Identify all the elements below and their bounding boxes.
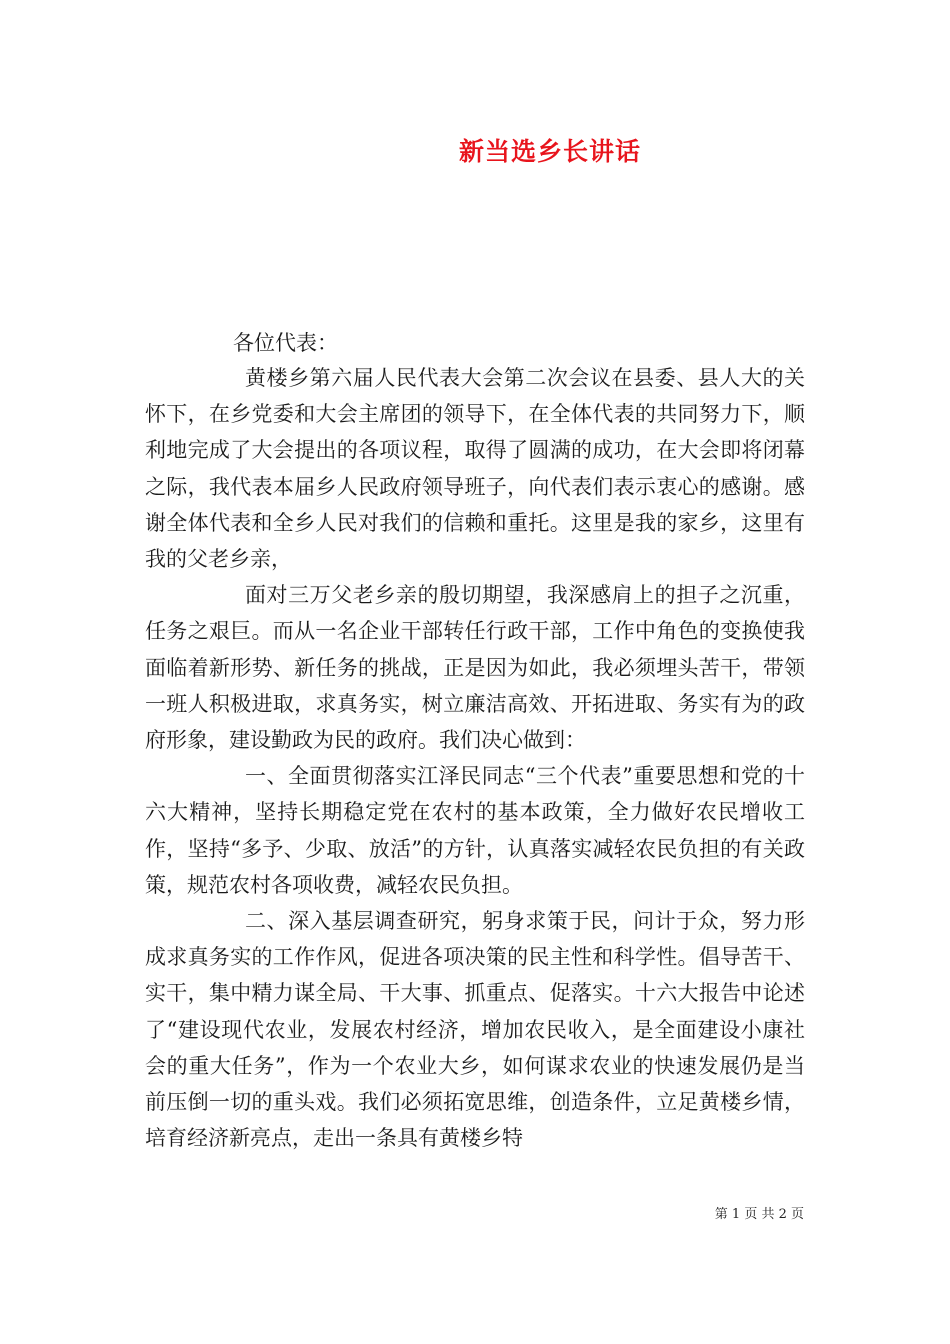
paragraph-3: 一、全面贯彻落实江泽民同志“三个代表”重要思想和党的十六大精神，坚持长期稳定党在农村的基本政策，全力做好农民增收工作，坚持“多予、少取、放活”的方针，认真落实减轻农民负担的有关政策，规范农村各项收费，减轻农民负担。	[145, 764, 805, 897]
page-number-footer: 第 1 页 共 2 页	[714, 1207, 804, 1222]
paragraph-2: 面对三万父老乡亲的殷切期望，我深感肩上的担子之沉重，任务之艰巨。而从一名企业干部转任行政干部，工作中角色的变换使我面临着新形势、新任务的挑战，正是因为如此，我必须埋头苦干，带领一班人积极进取，求真务实，树立廉洁高效、开拓进取、务实有为的政府形象，建设勤政为民的政府。我们决心做到：	[145, 583, 805, 753]
document-title: 新当选乡长讲话	[458, 137, 641, 166]
paragraph-4: 二、深入基层调查研究，躬身求策于民，问计于众，努力形成求真务实的工作作风，促进各项决策的民主性和科学性。倡导苦干、实干，集中精力谋全局、干大事、抓重点、促落实。十六大报告中论述了“建设现代农业，发展农村经济，增加农民收入，是全面建设小康社会的重大任务”，作为一个农业大乡，如何谋求农业的快速发展仍是当前压倒一切的重头戏。我们必须拓宽思维，创造条件，立足黄楼乡情，培育经济新亮点，走出一条具有黄楼乡特	[145, 909, 805, 1151]
document-body	[145, 360, 805, 1156]
paragraph-1: 黄楼乡第六届人民代表大会第二次会议在县委、县人大的关怀下，在乡党委和大会主席团的领导下，在全体代表的共同努力下，顺利地完成了大会提出的各项议程，取得了圆满的成功，在大会即将闭幕之际，我代表本届乡人民政府领导班子，向代表们表示衷心的感谢。感谢全体代表和全乡人民对我们的信赖和重托。这里是我的家乡，这里有我的父老乡亲，	[145, 366, 805, 572]
salutation: 各位代表：	[233, 331, 338, 355]
